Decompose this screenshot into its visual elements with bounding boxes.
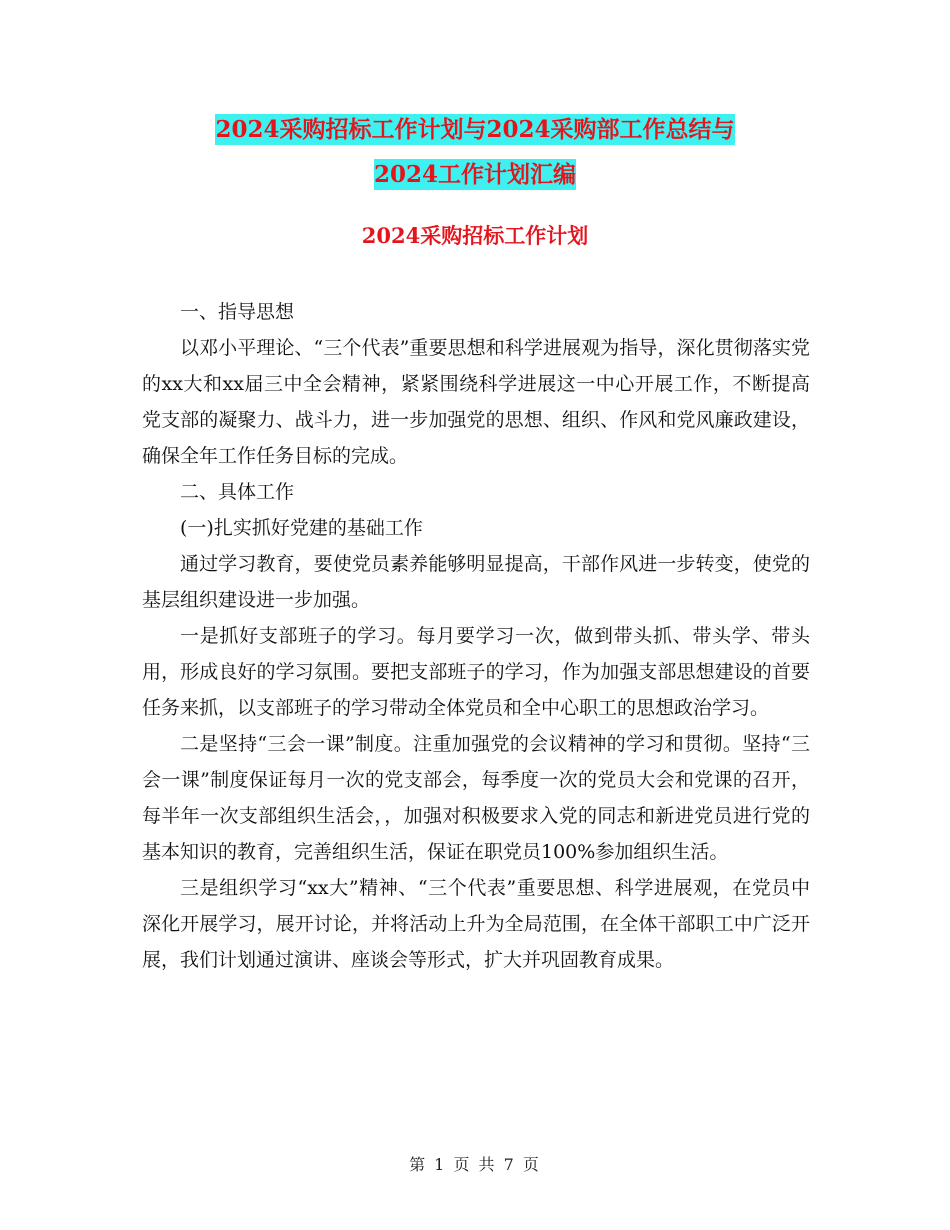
section-title: 2024采购招标工作计划 (361, 223, 589, 248)
document-body (142, 294, 810, 978)
heading-specific-work: 二、具体工作 (180, 481, 295, 503)
title-highlight-2: 2024工作计划汇编 (373, 161, 576, 188)
title-highlight-1: 2024采购招标工作计划与2024采购部工作总结与 (215, 116, 735, 143)
paragraph-point-three: 三是组织学习“xx大”精神、“三个代表”重要思想、科学进展观，在党员中深化开展学习，展开讨论，并将活动上升为全局范围，在全体干部职工中广泛开展，我们计划通过演讲、座谈会等形式，扩大并巩固教育成果。 (142, 877, 810, 971)
paragraph-point-one: 一是抓好支部班子的学习。每月要学习一次，做到带头抓、带头学、带头用，形成良好的学习氛围。要把支部班子的学习，作为加强支部思想建设的首要任务来抓，以支部班子的学习带动全体党员和全中心职工的思想政治学习。 (142, 625, 810, 719)
paragraph-study-education: 通过学习教育，要使党员素养能够明显提高，干部作风进一步转变，使党的基层组织建设进一步加强。 (142, 553, 810, 611)
document-title-line-1 (0, 110, 950, 150)
page-number-footer: 第 1 页 共 7 页 (409, 1155, 541, 1174)
heading-guiding-thought: 一、指导思想 (180, 301, 295, 323)
paragraph-point-two: 二是坚持“三会一课”制度。注重加强党的会议精神的学习和贯彻。坚持“三会一课”制度保证每月一次的党支部会，每季度一次的党员大会和党课的召开，每半年一次支部组织生活会，，加强对积极要求入党的同志和新进党员进行党的基本知识的教育，完善组织生活，保证在职党员100%参加组织生活。 (142, 733, 810, 863)
document-title-line-2 (0, 155, 950, 195)
subheading-party-building: (一)扎实抓好党建的基础工作 (180, 517, 423, 539)
paragraph-guiding-thought: 以邓小平理论、“三个代表”重要思想和科学进展观为指导，深化贯彻落实党的xx大和xx届三中全会精神，紧紧围绕科学进展这一中心开展工作，不断提高党支部的凝聚力、战斗力，进一步加强党的思想、组织、作风和党风廉政建设，确保全年工作任务目标的完成。 (142, 337, 810, 467)
